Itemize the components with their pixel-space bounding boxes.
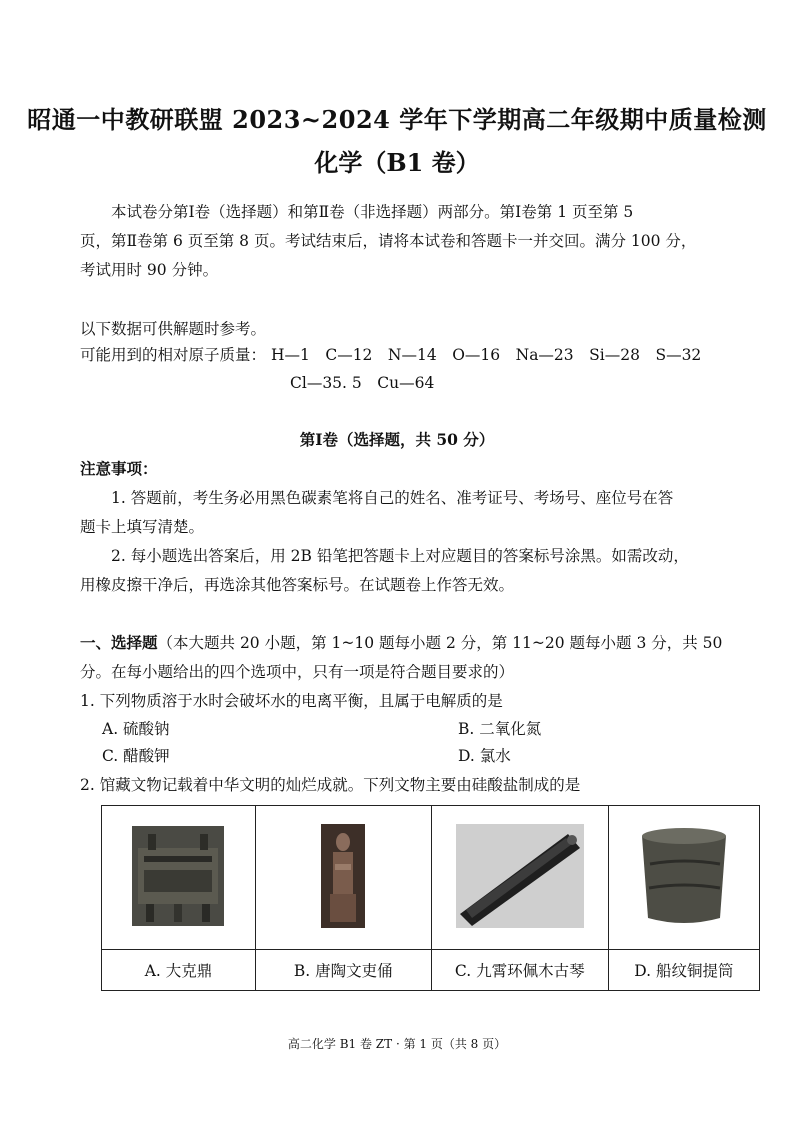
- notice-line: 1. 答题前，考生务必用黑色碳素笔将自己的姓名、准考证号、考场号、座位号在答: [111, 489, 674, 507]
- notice-line: 题卡上填写清楚。: [80, 518, 205, 536]
- artifact-caption-d: D. 船纹铜提筒: [608, 950, 759, 991]
- bronze-bucket-image: [634, 824, 734, 928]
- artifact-caption-a: A. 大克鼎: [102, 950, 256, 991]
- exam-subtitle: 化学（B1 卷）: [314, 148, 480, 177]
- atomic-mass-values-2: Cl—35. 5 Cu—64: [290, 374, 435, 392]
- artifact-photo-cell: [102, 806, 256, 950]
- notice-title: 注意事项：: [80, 459, 158, 478]
- q1-option-c: C. 醋酸钾: [102, 747, 170, 765]
- intro-line: 页，第Ⅱ卷第 6 页至第 8 页。考试结束后，请将本试卷和答题卡一并交回。满分 100 分，: [80, 232, 697, 250]
- q1-option-b: B. 二氧化氮: [458, 720, 542, 738]
- intro-paragraph: [80, 198, 760, 285]
- reference-note: 以下数据可供解题时参考。: [80, 320, 267, 338]
- notice-line: 2. 每小题选出答案后，用 2B 铅笔把答题卡上对应题目的答案标号涂黑。如需改动，: [111, 547, 689, 565]
- intro-line: 本试卷分第Ⅰ卷（选择题）和第Ⅱ卷（非选择题）两部分。第Ⅰ卷第 1 页至第 5: [111, 203, 634, 221]
- q1-option-a: A. 硫酸钠: [102, 720, 170, 738]
- artifact-photo-cell: [255, 806, 431, 950]
- question-1-stem: 1. 下列物质溶于水时会破坏水的电离平衡，且属于电解质的是: [80, 692, 503, 710]
- part-heading-desc-2: 分。在每小题给出的四个选项中，只有一项是符合题目要求的）: [80, 663, 515, 681]
- artifact-photo-cell: [608, 806, 759, 950]
- notice-item-2: [80, 542, 760, 600]
- artifact-caption-b: B. 唐陶文吏俑: [255, 950, 431, 991]
- section-title: 第Ⅰ卷（选择题，共 50 分）: [299, 430, 495, 449]
- part-heading-desc: （本大题共 20 小题，第 1~10 题每小题 2 分，第 11~20 题每小题 3 分，共 50: [157, 634, 723, 652]
- pottery-figurine-image: [321, 824, 365, 928]
- atomic-mass-label: 可能用到的相对原子质量：: [80, 346, 267, 364]
- atomic-mass-line: [80, 342, 701, 368]
- q1-option-d: D. 氯水: [458, 747, 511, 765]
- notice-item-1: [80, 484, 760, 542]
- bronze-ding-image: [132, 826, 224, 926]
- artifact-caption-c: C. 九霄环佩木古琴: [431, 950, 608, 991]
- exam-title: 昭通一中教研联盟 2023~2024 学年下学期高二年级期中质量检测: [27, 105, 767, 134]
- question-2-stem: 2. 馆藏文物记载着中华文明的灿烂成就。下列文物主要由硅酸盐制成的是: [80, 776, 581, 794]
- page-footer: 高二化学 B1 卷 ZT · 第 1 页（共 8 页）: [287, 1037, 507, 1051]
- atomic-mass-values: H—1 C—12 N—14 O—16 Na—23 Si—28 S—32: [270, 346, 702, 364]
- intro-line: 考试用时 90 分钟。: [80, 261, 219, 279]
- notice-line: 用橡皮擦干净后，再选涂其他答案标号。在试题卷上作答无效。: [80, 576, 515, 594]
- guqin-image: [456, 824, 584, 928]
- part-heading-label: 一、选择题: [80, 633, 158, 652]
- part-heading: [80, 628, 760, 687]
- artifact-photo-cell: [431, 806, 608, 950]
- artifact-table: [101, 805, 760, 991]
